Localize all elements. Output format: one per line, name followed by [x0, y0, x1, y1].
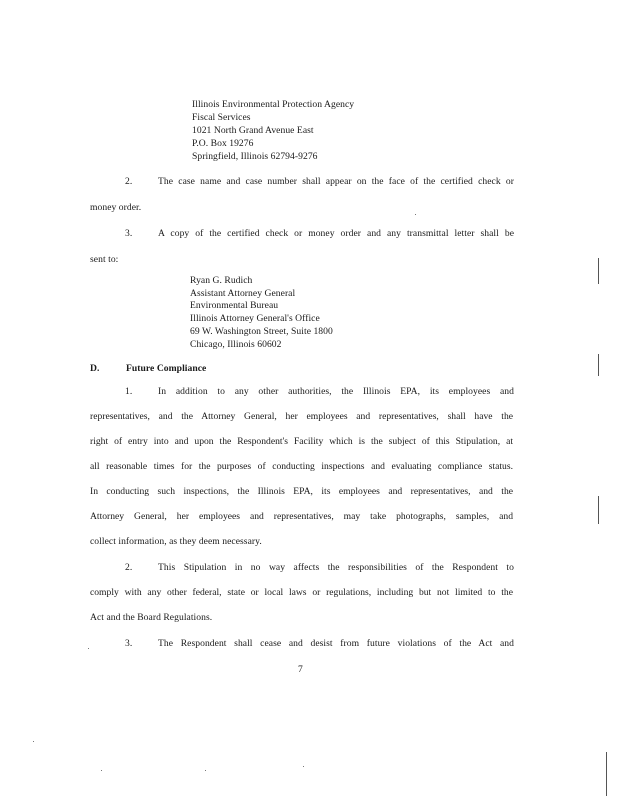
d1-line-7: collect information, as they deem necessary.	[90, 536, 262, 547]
epa-address-line-4: P.O. Box 19276	[192, 138, 254, 149]
scan-mark-right-3	[598, 496, 599, 524]
scan-mark-right-4	[606, 752, 607, 796]
section-d-heading: Future Compliance	[126, 363, 207, 374]
d1-line-6: Attorney General, her employees and representatives, may take photographs, samples, and	[90, 511, 513, 522]
d2-line-1: This Stipulation in no way affects the responsibilities of the Respondent to	[158, 562, 514, 573]
d1-number: 1.	[125, 386, 133, 397]
d1-line-2: representatives, and the Attorney General, her employees and representatives, shall have the	[90, 411, 513, 422]
scan-mark-right-1	[598, 258, 599, 284]
scan-speck	[205, 770, 206, 771]
scan-speck	[33, 741, 34, 742]
page-number: 7	[298, 664, 303, 675]
epa-address-line-5: Springfield, Illinois 62794-9276	[192, 151, 318, 162]
para-2-line-1: The case name and case number shall appear on the face of the certified check or	[158, 176, 514, 187]
d1-line-1: In addition to any other authorities, the Illinois EPA, its employees and	[158, 386, 514, 397]
para-3-line-1: A copy of the certified check or money order and any transmittal letter shall be	[158, 228, 514, 239]
ag-address-line-3: Environmental Bureau	[190, 300, 279, 311]
d2-line-2: comply with any other federal, state or local laws or regulations, including but not limited to the	[90, 587, 513, 598]
scan-mark-right-2	[598, 354, 599, 376]
scan-speck	[415, 214, 416, 215]
scan-speck	[88, 648, 89, 649]
epa-address-line-1: Illinois Environmental Protection Agency	[192, 99, 355, 110]
d3-line-1: The Respondent shall cease and desist from future violations of the Act and	[158, 638, 514, 649]
ag-address-line-4: Illinois Attorney General's Office	[190, 313, 320, 324]
scan-speck	[303, 766, 304, 767]
d1-line-5: In conducting such inspections, the Illinois EPA, its employees and representatives, and the	[90, 486, 513, 497]
ag-address-line-1: Ryan G. Rudich	[190, 275, 253, 286]
section-d-letter: D.	[90, 363, 100, 374]
ag-address-line-5: 69 W. Washington Street, Suite 1800	[190, 326, 333, 337]
d2-line-3: Act and the Board Regulations.	[90, 612, 213, 623]
ag-address-line-6: Chicago, Illinois 60602	[190, 339, 282, 350]
d2-number: 2.	[125, 562, 133, 573]
para-2-number: 2.	[125, 176, 133, 187]
d1-line-3: right of entry into and upon the Respondent's Facility which is the subject of this Stipulation, at	[90, 436, 513, 447]
d3-number: 3.	[125, 638, 133, 649]
para-3-line-2: sent to:	[90, 254, 119, 265]
epa-address-line-2: Fiscal Services	[192, 112, 251, 123]
scan-speck	[101, 770, 102, 771]
epa-address-line-3: 1021 North Grand Avenue East	[192, 125, 314, 136]
d1-line-4: all reasonable times for the purposes of conducting inspections and evaluating compliance status.	[90, 461, 513, 472]
para-3-number: 3.	[125, 228, 133, 239]
ag-address-line-2: Assistant Attorney General	[190, 288, 296, 299]
para-2-line-2: money order.	[90, 202, 142, 213]
